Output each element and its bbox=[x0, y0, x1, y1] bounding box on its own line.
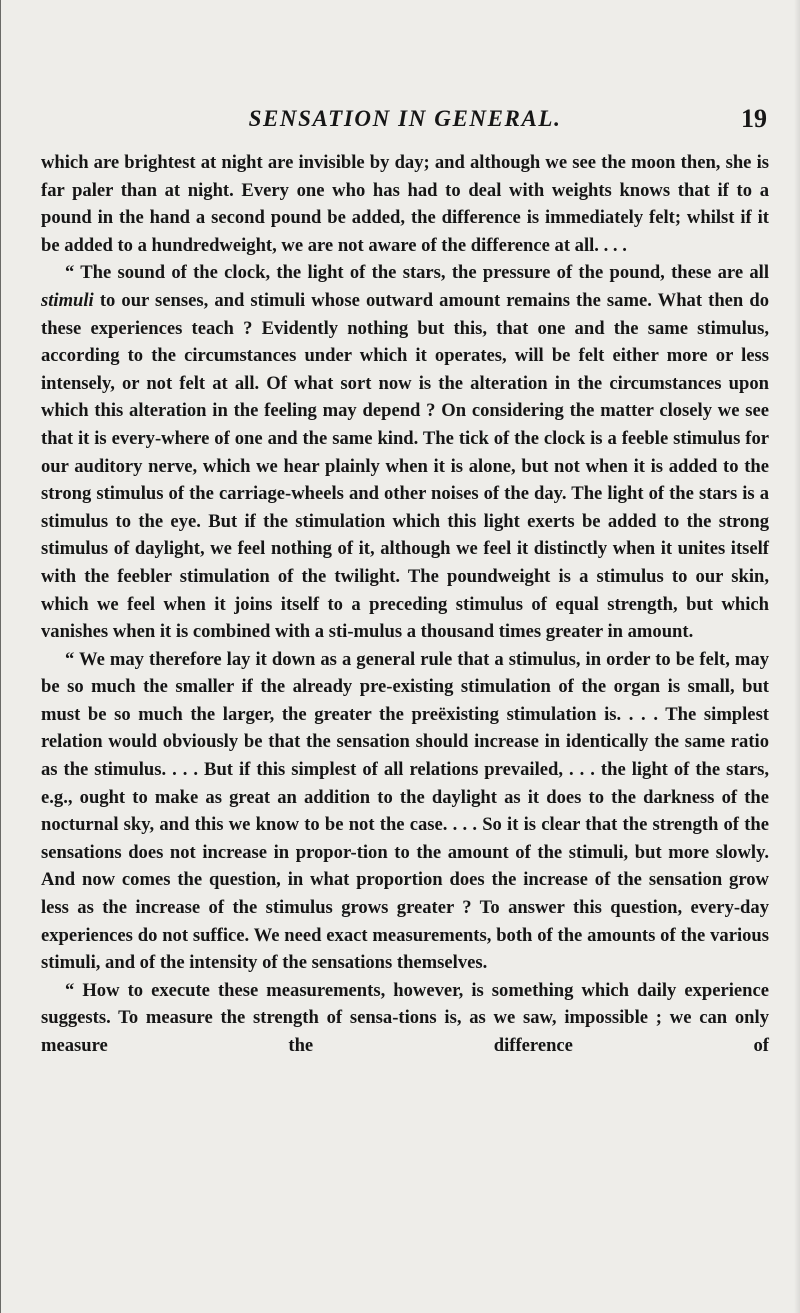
body-text bbox=[41, 149, 769, 1060]
paragraph-2 bbox=[41, 259, 769, 645]
page-edge-shadow bbox=[794, 0, 800, 1313]
paragraph-2-start: “ The sound of the clock, the light of the stars, the pressure of the pound, these are all bbox=[65, 262, 769, 284]
paragraph-3: “ We may therefore lay it down as a general rule that a stimulus, in order to be felt, may be so much the smaller if the already pre-existing stimulation of the organ is small, but must be so much the larger, the greater the preëxisting stimulation is. . . . The simplest relation would obviously be that the sensation should increase in identically the same ratio as the stimulus. . . . But if this simplest of all relations prevailed, . . . the light of the stars, e.g., ought to make as great an addition to the daylight as it does to the darkness of the nocturnal sky, and this we know to be not the case. . . . So it is clear that the strength of the sensations does not increase in propor-tion to the amount of the stimuli, but more slowly. And now comes the question, in what proportion does the increase of the sensation grow less as the increase of the stimulus grows greater ? To answer this question, every-day experiences do not suffice. We need exact measurements, both of the amounts of the various stimuli, and of the intensity of the sensations themselves. bbox=[41, 648, 769, 974]
paragraph-4: “ How to execute these measurements, however, is something which daily experience suggests. To measure the strength of sensa-tions is, as we saw, impossible ; we can only measure the difference of bbox=[41, 979, 769, 1056]
page-header bbox=[41, 100, 769, 140]
page-number: 19 bbox=[741, 104, 767, 133]
paragraph-1: which are brightest at night are invisible by day; and although we see the moon then, she is far paler than at night. Every one who has had to deal with weights knows that if to a pound in the hand a second pound be added, the difference is immediately felt; whilst if it be added to a hundredweight, we are not aware of the difference at all. . . . bbox=[41, 152, 769, 256]
emphasis-stimuli: stimuli bbox=[41, 289, 94, 311]
running-head: SENSATION IN GENERAL. bbox=[248, 106, 562, 131]
paragraph-2-rest: to our senses, and stimuli whose outward amount remains the same. What then do these experiences teach ? Evidently nothing but this, that one and the same stimulus, according to the circumstances under which it operates, will be felt either more or less intensely, or not felt at all. Of what sort now is the alteration in the circumstances upon which this alteration in the feeling may depend ? On considering the matter closely we see that it is every-where of one and the same kind. The tick of the clock is a feeble stimulus for our auditory nerve, which we hear plainly when it is alone, but not when it is added to the strong stimulus of the carriage-wheels and other noises of the day. The light of the stars is a stimulus to the eye. But if the stimulation which this light exerts be added to the strong stimulus of daylight, we feel nothing of it, although we feel it distinctly when it unites itself with the feebler stimulation of the twilight. The poundweight is a stimulus to our skin, which we feel when it joins itself to a preceding stimulus of equal strength, but which vanishes when it is combined with a sti-mulus a thousand times greater in amount. bbox=[41, 289, 769, 643]
